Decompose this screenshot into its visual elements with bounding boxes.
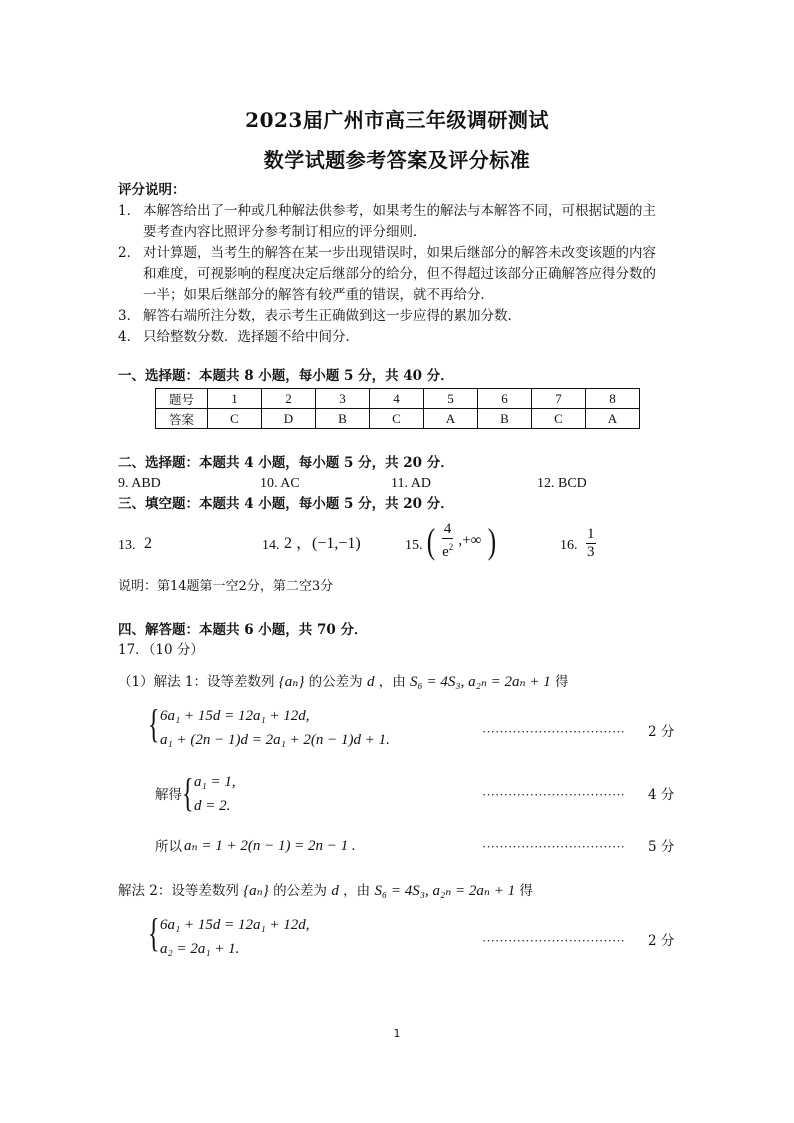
q16-numerator: 1	[587, 526, 595, 542]
condition-equation: S₆ = 4S₃, a₂ₙ = 2aₙ + 1	[410, 674, 551, 690]
q15-den-base: e	[442, 544, 449, 560]
score-leader-dots: ·································	[482, 933, 625, 948]
sol1-intro-by: ，由	[378, 674, 406, 690]
score-leader-dots: ·································	[482, 839, 625, 854]
table-cell: B	[478, 409, 532, 429]
therefore-expression: aₙ = 1 + 2(n − 1) = 2n − 1 .	[184, 838, 356, 854]
q13-label: 13.	[118, 538, 136, 553]
q13-answer: 2	[144, 535, 152, 552]
sol2-intro-end: 得	[519, 883, 533, 899]
answer-11: 11. AD	[391, 476, 431, 491]
table-cell: D	[262, 409, 316, 429]
section2-heading: 二、选择题：本题共 4 小题，每小题 5 分，共 20 分．	[118, 455, 454, 471]
note-1-line-1: 本解答给出了一种或几种解法供参考，如果考生的解法与本解答不同，可根据试题的主	[143, 203, 656, 219]
section3-note: 说明：第14题第一空2分，第二空3分	[118, 579, 334, 594]
system1-line2: a₁ + (2n − 1)d = 2a₁ + 2(n − 1)d + 1.	[160, 732, 390, 748]
note-2-num: 2．	[118, 245, 141, 261]
answer-table	[155, 388, 640, 429]
solve-line2: d = 2.	[194, 798, 231, 814]
note-2-line-3: 一半；如果后继部分的解答有较严重的错误，就不再给分．	[143, 287, 494, 303]
table-cell: 3	[316, 389, 370, 409]
section1-heading: 一、选择题：本题共 8 小题，每小题 5 分，共 40 分．	[118, 368, 454, 384]
q14-label: 14.	[262, 538, 280, 553]
answer-12: 12. BCD	[537, 476, 587, 491]
table-cell: A	[586, 409, 640, 429]
sol2-intro-by: ，由	[343, 883, 371, 899]
system2-line1: 6a₁ + 15d = 12a₁ + 12d,	[160, 917, 310, 933]
answer-9: 9. ABD	[118, 476, 161, 491]
q17-header: 17．（10 分）	[118, 642, 204, 658]
sol1-intro-prefix: （1）解法 1：设等差数列	[118, 674, 275, 690]
score-leader-dots: ·································	[482, 724, 625, 739]
q16-fraction	[586, 526, 596, 561]
table-cell: 7	[532, 389, 586, 409]
sol2-intro-mid: 的公差为	[273, 883, 328, 899]
table-cell: C	[532, 409, 586, 429]
q15-den-exp: 2	[448, 542, 454, 552]
condition-equation: S₆ = 4S₃, a₂ₙ = 2aₙ + 1	[374, 883, 516, 899]
score-leader-dots: ·································	[482, 787, 625, 802]
therefore-label: 所以	[155, 839, 182, 855]
d-symbol: d	[366, 674, 375, 690]
note-4-line-1: 只给整数分数．选择题不给中间分．	[143, 329, 359, 345]
table-row	[156, 409, 640, 429]
left-brace: {	[148, 910, 160, 955]
score-2: 2 分	[648, 724, 675, 740]
q15-denominator	[442, 539, 453, 561]
sol2-intro	[118, 881, 533, 901]
table-cell: 1	[208, 389, 262, 409]
table-cell: B	[316, 409, 370, 429]
sol1-intro-mid: 的公差为	[308, 674, 363, 690]
note-2-line-2: 和难度，可视影响的程度决定后继部分的给分，但不得超过该部分正确解答应得分数的	[143, 266, 656, 282]
score-2-method2: 2 分	[648, 933, 675, 949]
q16-answer	[586, 526, 596, 561]
note-2-line-1: 对计算题，当考生的解答在某一步出现错误时，如果后继部分的解答未改变该题的内容	[143, 245, 656, 261]
section3-heading: 三、填空题：本题共 4 小题，每小题 5 分，共 20 分．	[118, 496, 454, 512]
note-3-line-1: 解答右端所注分数，表示考生正确做到这一步应得的累加分数．	[143, 308, 521, 324]
table-cell: A	[424, 409, 478, 429]
document-title: 2023届广州市高三年级调研测试	[245, 108, 549, 132]
q15-answer	[425, 520, 498, 562]
seq-symbol: {aₙ}	[243, 883, 269, 899]
table-cell: 4	[370, 389, 424, 409]
solve-label: 解得	[155, 787, 182, 803]
left-brace: {	[182, 770, 194, 815]
d-symbol: d	[331, 883, 339, 899]
table-cell: 6	[478, 389, 532, 409]
q16-label: 16.	[560, 538, 578, 553]
system2-line2: a₂ = 2a₁ + 1.	[160, 941, 240, 957]
page-number: 1	[393, 1027, 401, 1040]
note-4-num: 4．	[118, 329, 141, 345]
q14-answer: 2 ，(−1,−1)	[284, 535, 361, 552]
score-4: 4 分	[648, 787, 675, 803]
left-paren: (	[426, 521, 436, 561]
table-header-cell: 题号	[156, 389, 208, 409]
document-subtitle: 数学试题参考答案及评分标准	[263, 148, 531, 172]
left-brace: {	[148, 701, 160, 746]
solve-line1: a₁ = 1,	[194, 774, 236, 790]
seq-symbol: {aₙ}	[278, 674, 305, 690]
table-cell: C	[370, 409, 424, 429]
grading-notes-heading: 评分说明：	[118, 182, 186, 198]
section4-heading: 四、解答题：本题共 6 小题，共 70 分．	[118, 622, 368, 638]
right-paren: )	[488, 521, 497, 561]
system1-line1: 6a₁ + 15d = 12a₁ + 12d,	[160, 708, 310, 724]
sol1-intro-end: 得	[555, 674, 569, 690]
sol2-intro-prefix: 解法 2：设等差数列	[118, 883, 239, 899]
table-cell: 8	[586, 389, 640, 409]
table-cell: 5	[424, 389, 478, 409]
note-1-num: 1．	[118, 203, 141, 219]
answer-10: 10. AC	[260, 476, 300, 491]
note-1-line-2: 要考查内容比照评分参考制订相应的评分细则．	[143, 224, 427, 240]
q15-numerator: 4	[443, 521, 452, 537]
table-header-cell: 答案	[156, 409, 208, 429]
q16-denominator: 3	[587, 544, 595, 560]
q15-label: 15.	[405, 538, 423, 553]
table-row	[156, 389, 640, 409]
q15-fraction	[442, 521, 453, 561]
score-5: 5 分	[648, 839, 675, 855]
table-cell: 2	[262, 389, 316, 409]
note-3-num: 3．	[118, 308, 141, 324]
table-cell: C	[208, 409, 262, 429]
sol1-intro	[118, 672, 569, 692]
q15-tail: ,+∞	[458, 532, 482, 549]
